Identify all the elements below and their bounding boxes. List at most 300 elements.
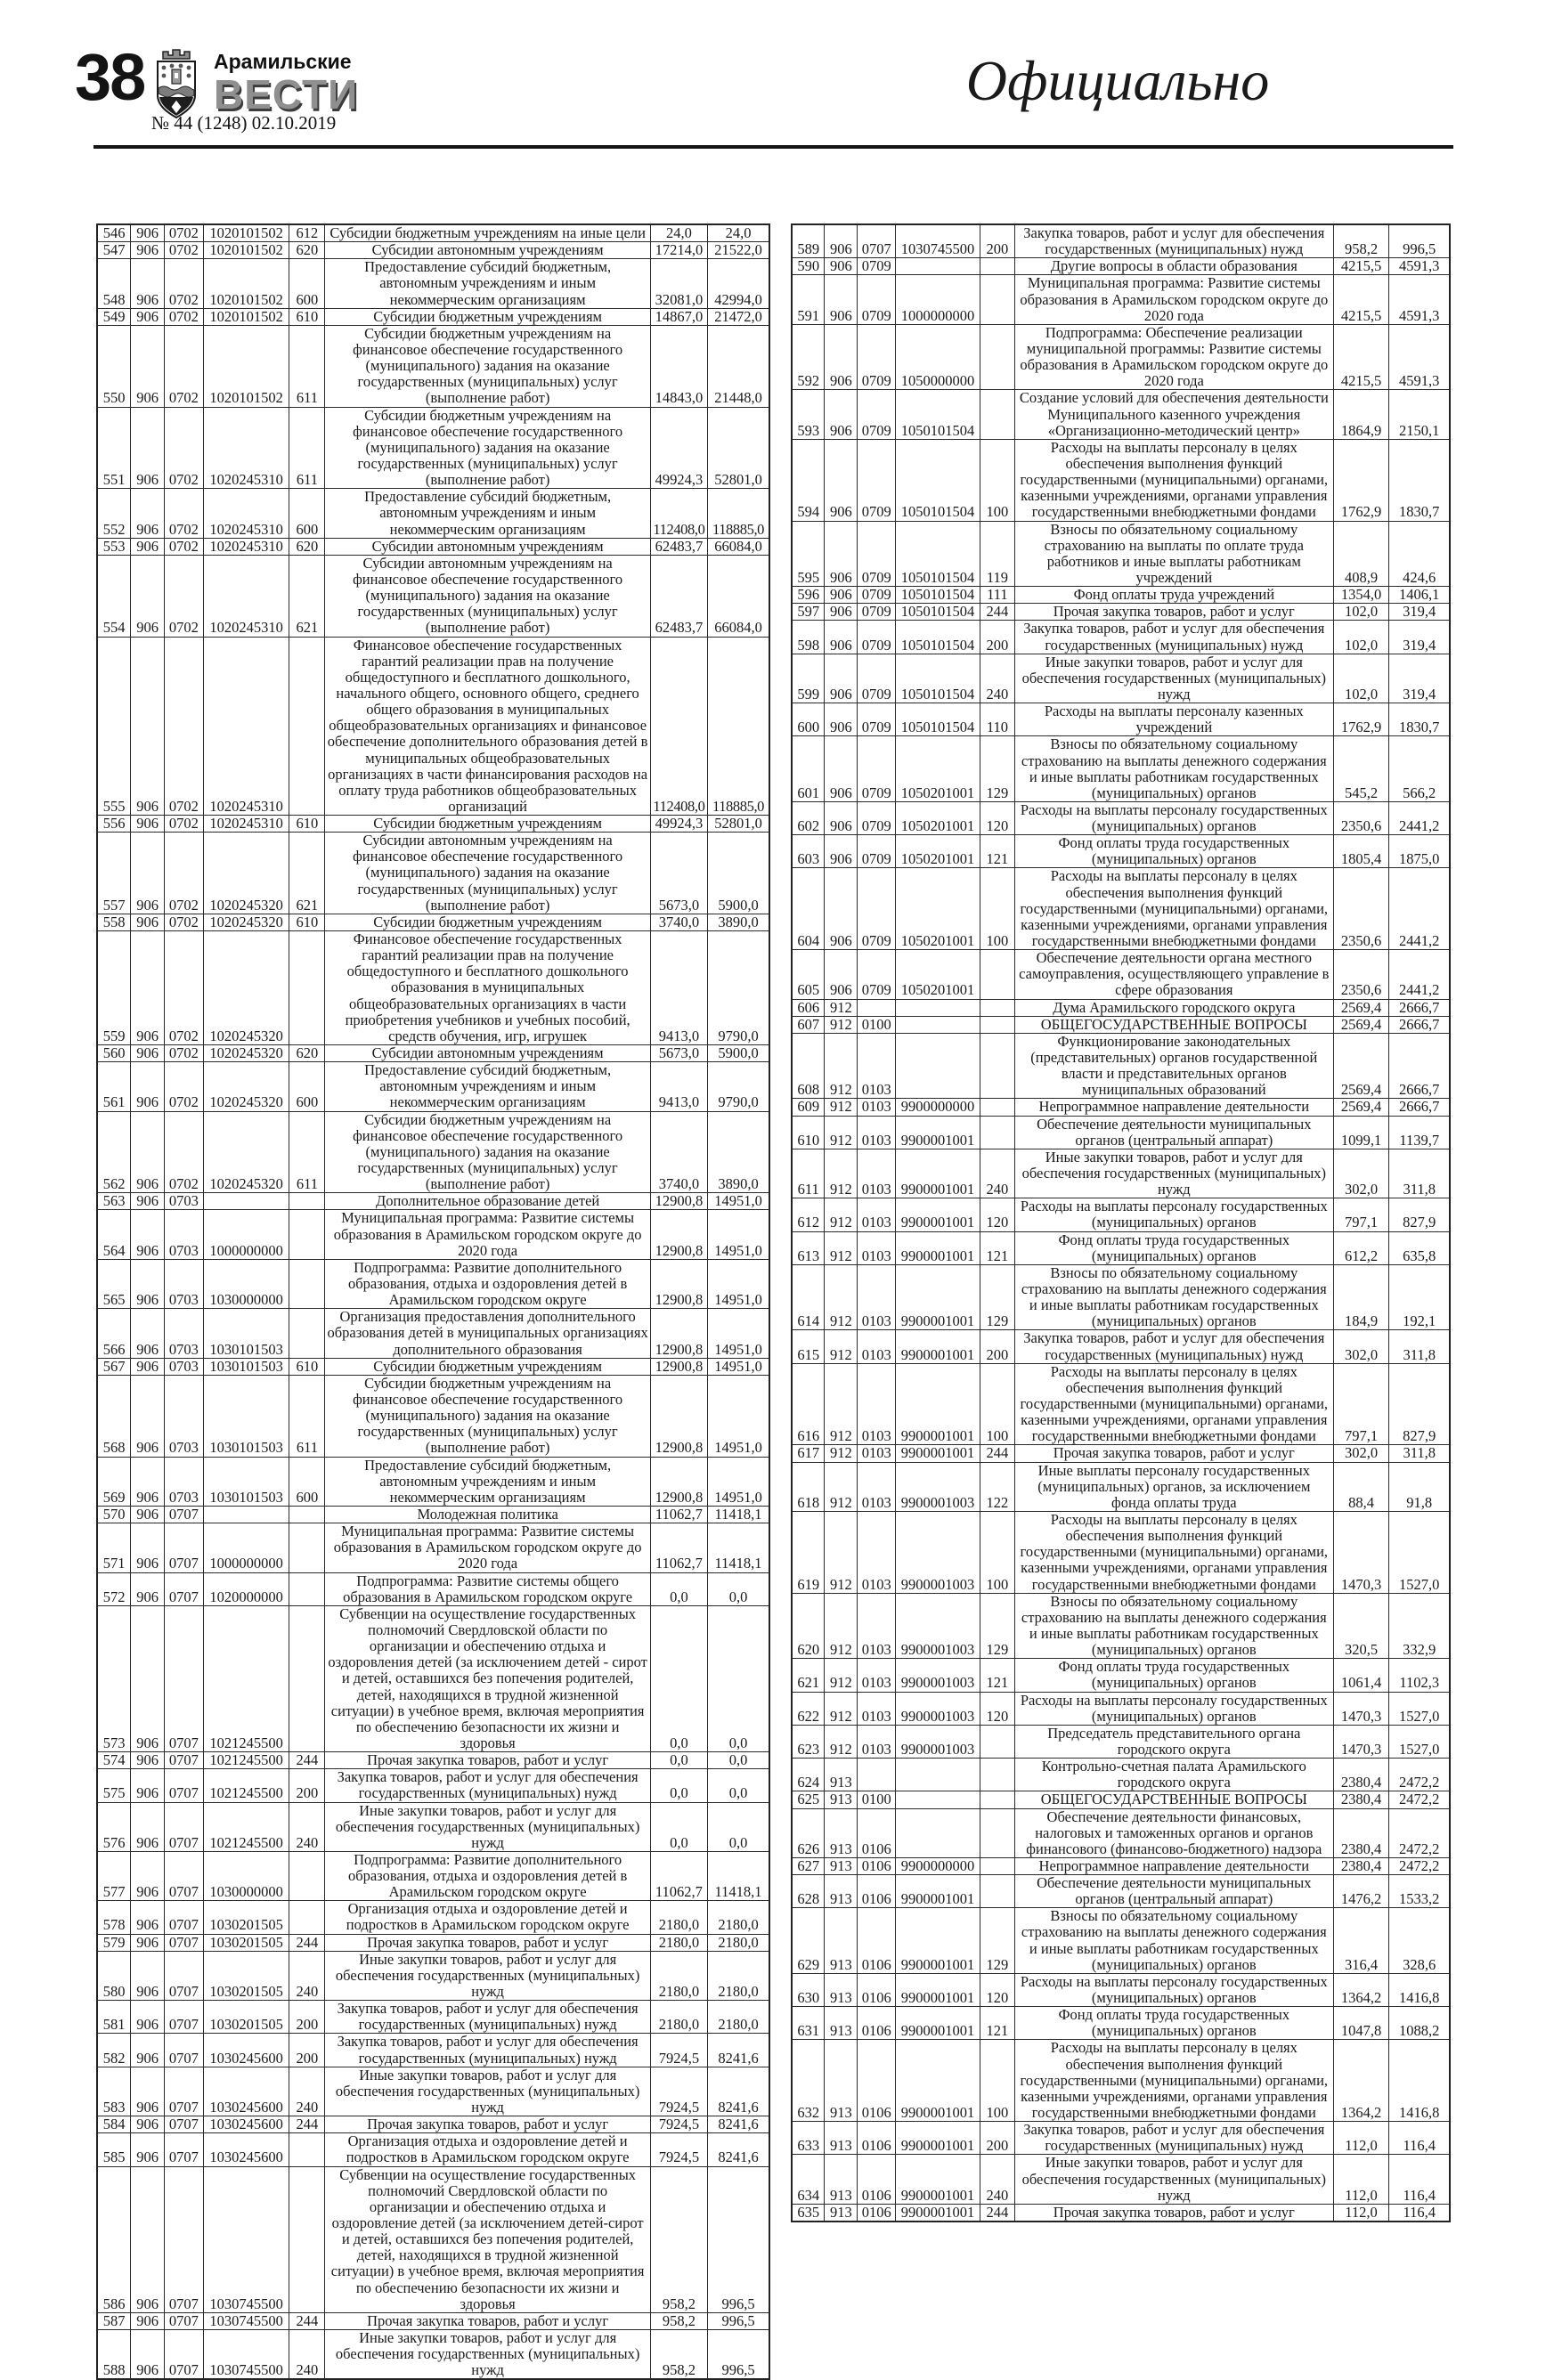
amount-2020-cell: 14951,0 [708, 1210, 770, 1259]
amount-2020-cell: 827,9 [1389, 1198, 1450, 1231]
row-number-cell: 630 [792, 1973, 825, 2006]
section-code-cell: 0709 [858, 950, 896, 999]
amount-2019-cell: 102,0 [1333, 621, 1389, 654]
item-name-cell: Субсидии бюджетным учреждениям [325, 1358, 650, 1375]
row-number-cell: 605 [792, 950, 825, 999]
amount-2020-cell: 4591,3 [1389, 258, 1450, 275]
row-number-cell: 635 [792, 2204, 825, 2222]
section-code-cell: 0707 [165, 1802, 204, 1851]
expense-type-cell: 200 [289, 2001, 325, 2034]
target-article-cell: 9900000000 [896, 1099, 980, 1116]
target-article-cell: 1020245320 [203, 931, 289, 1045]
section-code-cell: 0106 [858, 1973, 896, 2006]
amount-2019-cell: 0,0 [650, 1769, 707, 1802]
amount-2019-cell: 1805,4 [1333, 835, 1389, 868]
row-number-cell: 619 [792, 1511, 825, 1593]
table-row [97, 1802, 769, 1851]
target-article-cell: 1020245320 [203, 1111, 289, 1193]
table-row [792, 1692, 1450, 1725]
row-number-cell: 570 [97, 1506, 131, 1523]
item-name-cell: Организация отдыха и оздоровление детей и подростков в Арамильском городском округе [325, 2133, 650, 2166]
table-row [792, 2122, 1450, 2155]
amount-2020-cell: 2666,7 [1389, 1033, 1450, 1099]
amount-2020-cell: 1527,0 [1389, 1692, 1450, 1725]
section-code-cell: 0106 [858, 1875, 896, 1908]
section-code-cell: 0707 [165, 2116, 204, 2133]
row-number-cell: 580 [97, 1951, 131, 2000]
item-name-cell: ОБЩЕГОСУДАРСТВЕННЫЕ ВОПРОСЫ [1014, 1791, 1333, 1808]
table-row [792, 1116, 1450, 1149]
row-number-cell: 567 [97, 1358, 131, 1375]
table-row [97, 1605, 769, 1751]
amount-2020-cell: 4591,3 [1389, 275, 1450, 324]
grbs-code-cell: 913 [825, 1973, 858, 2006]
table-row [97, 816, 769, 833]
table-row [97, 914, 769, 930]
expense-type-cell: 621 [289, 833, 325, 914]
amount-2020-cell: 332,9 [1389, 1593, 1450, 1659]
amount-2020-cell: 996,5 [1389, 224, 1450, 258]
expense-type-cell [980, 1808, 1014, 1857]
expense-type-cell: 244 [980, 1445, 1014, 1462]
amount-2020-cell: 319,4 [1389, 621, 1450, 654]
expense-type-cell: 620 [289, 242, 325, 259]
item-name-cell: Иные закупки товаров, работ и услуг для обеспечения государственных (муниципальных) нужд [1014, 654, 1333, 703]
amount-2019-cell: 7924,5 [650, 2067, 707, 2116]
amount-2020-cell: 24,0 [708, 224, 770, 242]
expense-type-cell: 200 [980, 224, 1014, 258]
row-number-cell: 608 [792, 1033, 825, 1099]
table-row [97, 2330, 769, 2380]
row-number-cell: 575 [97, 1769, 131, 1802]
amount-2020-cell: 2150,1 [1389, 390, 1450, 439]
expense-type-cell: 611 [289, 325, 325, 407]
target-article-cell: 1030201505 [203, 1951, 289, 2000]
amount-2020-cell: 2666,7 [1389, 1099, 1450, 1116]
item-name-cell: Организация предоставления дополнительного образования детей в муниципальных организациях дополнительного образования [325, 1309, 650, 1358]
row-number-cell: 590 [792, 258, 825, 275]
grbs-code-cell: 912 [825, 1264, 858, 1330]
expense-type-cell [289, 1193, 325, 1210]
section-code-cell: 0709 [858, 736, 896, 802]
row-number-cell: 606 [792, 999, 825, 1016]
target-article-cell: 1050101504 [896, 439, 980, 521]
table-row [97, 1752, 769, 1769]
target-article-cell: 1020245310 [203, 489, 289, 538]
expense-type-cell: 240 [980, 1149, 1014, 1198]
expense-type-cell: 611 [289, 1375, 325, 1457]
amount-2019-cell: 112,0 [1333, 2155, 1389, 2204]
grbs-code-cell: 912 [825, 1099, 858, 1116]
table-row [792, 1875, 1450, 1908]
target-article-cell: 1021245500 [203, 1802, 289, 1851]
row-number-cell: 563 [97, 1193, 131, 1210]
expense-type-cell: 240 [289, 2067, 325, 2116]
amount-2019-cell: 408,9 [1333, 521, 1389, 587]
item-name-cell: Взносы по обязательному социальному страхованию на выплаты денежного содержания и иные выплаты работникам государственных (муниципальных) органов [1014, 1908, 1333, 1974]
section-code-cell: 0103 [858, 1198, 896, 1231]
table-row [792, 258, 1450, 275]
row-number-cell: 553 [97, 538, 131, 555]
item-name-cell: Субсидии бюджетным учреждениям на финансовое обеспечение государственного (муниципального) задания на оказание государственных (муниципальных) услуг (выполнение работ) [325, 1375, 650, 1457]
target-article-cell: 1030745500 [203, 2312, 289, 2329]
table-row [792, 390, 1450, 439]
expense-type-cell: 244 [289, 2312, 325, 2329]
amount-2020-cell: 1830,7 [1389, 439, 1450, 521]
expense-type-cell: 129 [980, 736, 1014, 802]
grbs-code-cell: 906 [131, 1951, 165, 2000]
item-name-cell: Субсидии автономным учреждениям на финансовое обеспечение государственного (муниципального) задания на оказание государственных (муниципальных) услуг (выполнение работ) [325, 555, 650, 637]
table-row [97, 407, 769, 489]
row-number-cell: 549 [97, 308, 131, 325]
row-number-cell: 601 [792, 736, 825, 802]
section-code-cell: 0709 [858, 521, 896, 587]
target-article-cell: 9900001003 [896, 1725, 980, 1758]
expense-type-cell: 121 [980, 1659, 1014, 1692]
item-name-cell: Субсидии бюджетным учреждениям на финансовое обеспечение государственного (муниципального) задания на оказание государственных (муниципальных) услуг (выполнение работ) [325, 325, 650, 407]
item-name-cell: Иные закупки товаров, работ и услуг для обеспечения государственных (муниципальных) нужд [325, 2330, 650, 2380]
row-number-cell: 577 [97, 1851, 131, 1900]
grbs-code-cell: 906 [131, 1506, 165, 1523]
expense-type-cell [980, 1116, 1014, 1149]
section-code-cell: 0103 [858, 1231, 896, 1264]
section-code-cell: 0106 [858, 2204, 896, 2222]
section-code-cell: 0100 [858, 1016, 896, 1033]
section-code-cell: 0103 [858, 1330, 896, 1363]
amount-2020-cell: 2441,2 [1389, 801, 1450, 834]
section-code-cell: 0703 [165, 1358, 204, 1375]
amount-2019-cell: 2569,4 [1333, 999, 1389, 1016]
amount-2020-cell: 1533,2 [1389, 1875, 1450, 1908]
amount-2020-cell: 21472,0 [708, 308, 770, 325]
row-number-cell: 614 [792, 1264, 825, 1330]
grbs-code-cell: 912 [825, 1511, 858, 1593]
item-name-cell: Субвенции на осуществление государственных полномочий Свердловской области по организации и обеспечению отдыха и оздоровление детей (за исключением детей-сирот и детей, оставшихся без попечения родителей, детей, находящихся в трудной жизненной ситуации) в учебное время, включая мероприятия по обеспечению безопасности их жизни и здоровья [325, 2166, 650, 2312]
section-code-cell: 0709 [858, 390, 896, 439]
amount-2020-cell: 2180,0 [708, 1901, 770, 1934]
grbs-code-cell: 906 [131, 2330, 165, 2380]
table-row [97, 2001, 769, 2034]
row-number-cell: 551 [97, 407, 131, 489]
budget-table-right-body [792, 224, 1450, 2222]
section-code-cell: 0709 [858, 324, 896, 390]
issue-line: № 44 (1248) 02.10.2019 [151, 112, 337, 134]
target-article-cell: 9900001001 [896, 1231, 980, 1264]
section-code-cell: 0707 [165, 1572, 204, 1605]
section-code-cell: 0103 [858, 1692, 896, 1725]
table-row [97, 1358, 769, 1375]
grbs-code-cell: 906 [825, 224, 858, 258]
expense-type-cell [980, 258, 1014, 275]
target-article-cell: 1020245310 [203, 816, 289, 833]
section-code-cell: 0702 [165, 833, 204, 914]
section-code-cell: 0709 [858, 654, 896, 703]
row-number-cell: 584 [97, 2116, 131, 2133]
grbs-code-cell: 906 [131, 1572, 165, 1605]
table-row [792, 1462, 1450, 1511]
expense-type-cell: 600 [289, 259, 325, 308]
amount-2020-cell: 9790,0 [708, 931, 770, 1045]
amount-2019-cell: 1864,9 [1333, 390, 1389, 439]
target-article-cell: 1030101503 [203, 1375, 289, 1457]
amount-2020-cell: 8241,6 [708, 2034, 770, 2067]
amount-2019-cell: 112408,0 [650, 489, 707, 538]
item-name-cell: Закупка товаров, работ и услуг для обеспечения государственных (муниципальных) нужд [1014, 2122, 1333, 2155]
grbs-code-cell: 912 [825, 1198, 858, 1231]
item-name-cell: Расходы на выплаты персоналу в целях обеспечения выполнения функций государственными (муниципальными) органами, казенными учреждениями, органами управления государственными внебюджетными фондами [1014, 1363, 1333, 1445]
item-name-cell: Муниципальная программа: Развитие системы образования в Арамильском городском округе до 2020 года [325, 1523, 650, 1572]
row-number-cell: 600 [792, 703, 825, 736]
target-article-cell [896, 1808, 980, 1857]
expense-type-cell [289, 1572, 325, 1605]
section-code-cell: 0709 [858, 258, 896, 275]
section-code-cell: 0703 [165, 1375, 204, 1457]
amount-2020-cell: 1416,8 [1389, 1973, 1450, 2006]
section-code-cell: 0707 [165, 1951, 204, 2000]
section-code-cell: 0702 [165, 914, 204, 930]
amount-2019-cell: 12900,8 [650, 1375, 707, 1457]
section-code-cell: 0707 [165, 2001, 204, 2034]
section-code-cell: 0103 [858, 1116, 896, 1149]
row-number-cell: 592 [792, 324, 825, 390]
row-number-cell: 559 [97, 931, 131, 1045]
section-code-cell: 0707 [165, 1605, 204, 1751]
grbs-code-cell: 912 [825, 1692, 858, 1725]
row-number-cell: 595 [792, 521, 825, 587]
amount-2020-cell: 116,4 [1389, 2122, 1450, 2155]
grbs-code-cell: 906 [825, 703, 858, 736]
item-name-cell: Обеспечение деятельности муниципальных органов (центральный аппарат) [1014, 1116, 1333, 1149]
expense-type-cell: 122 [980, 1462, 1014, 1511]
table-row [792, 1149, 1450, 1198]
target-article-cell: 9900001001 [896, 1445, 980, 1462]
grbs-code-cell: 906 [131, 1375, 165, 1457]
item-name-cell: Закупка товаров, работ и услуг для обеспечения государственных (муниципальных) нужд [1014, 224, 1333, 258]
item-name-cell: Подпрограмма: Развитие дополнительного образования, отдыха и оздоровления детей в Арамильском городском округе [325, 1259, 650, 1308]
amount-2019-cell: 5673,0 [650, 833, 707, 914]
target-article-cell: 9900001001 [896, 2155, 980, 2204]
target-article-cell: 1030201505 [203, 2001, 289, 2034]
grbs-code-cell: 906 [825, 324, 858, 390]
amount-2019-cell: 49924,3 [650, 816, 707, 833]
target-article-cell: 9900001001 [896, 2040, 980, 2122]
target-article-cell: 1050101504 [896, 654, 980, 703]
table-row [792, 1725, 1450, 1758]
row-number-cell: 560 [97, 1045, 131, 1062]
target-article-cell: 1050101504 [896, 703, 980, 736]
expense-type-cell: 100 [980, 868, 1014, 950]
amount-2019-cell: 17214,0 [650, 242, 707, 259]
expense-type-cell [980, 324, 1014, 390]
item-name-cell: Субсидии бюджетным учреждениям на иные цели [325, 224, 650, 242]
table-row [97, 2166, 769, 2312]
expense-type-cell [980, 275, 1014, 324]
expense-type-cell [289, 2166, 325, 2312]
amount-2019-cell: 320,5 [1333, 1593, 1389, 1659]
amount-2019-cell: 1762,9 [1333, 439, 1389, 521]
row-number-cell: 613 [792, 1231, 825, 1264]
expense-type-cell [289, 1605, 325, 1751]
section-code-cell: 0103 [858, 1149, 896, 1198]
amount-2019-cell: 958,2 [650, 2166, 707, 2312]
expense-type-cell [289, 637, 325, 816]
amount-2019-cell: 958,2 [650, 2312, 707, 2329]
section-code-cell: 0703 [165, 1193, 204, 1210]
section-code-cell: 0702 [165, 259, 204, 308]
section-code-cell: 0702 [165, 816, 204, 833]
amount-2020-cell: 319,4 [1389, 654, 1450, 703]
amount-2019-cell: 12900,8 [650, 1259, 707, 1308]
target-article-cell: 1050101504 [896, 587, 980, 604]
row-number-cell: 603 [792, 835, 825, 868]
section-code-cell: 0106 [858, 2007, 896, 2040]
expense-type-cell: 611 [289, 407, 325, 489]
amount-2020-cell: 91,8 [1389, 1462, 1450, 1511]
grbs-code-cell: 912 [825, 999, 858, 1016]
row-number-cell: 597 [792, 604, 825, 621]
amount-2019-cell: 0,0 [650, 1752, 707, 1769]
item-name-cell: Взносы по обязательному социальному страхованию на выплаты по оплате труда работников и иные выплаты работникам учреждений [1014, 521, 1333, 587]
item-name-cell: Иные закупки товаров, работ и услуг для обеспечения государственных (муниципальных) нужд [1014, 2155, 1333, 2204]
table-row [97, 1309, 769, 1358]
expense-type-cell [289, 2133, 325, 2166]
grbs-code-cell: 913 [825, 2040, 858, 2122]
amount-2020-cell: 0,0 [708, 1572, 770, 1605]
amount-2020-cell: 2441,2 [1389, 868, 1450, 950]
section-code-cell: 0702 [165, 1111, 204, 1193]
section-code-cell: 0707 [165, 1506, 204, 1523]
amount-2019-cell: 102,0 [1333, 604, 1389, 621]
grbs-code-cell: 906 [131, 308, 165, 325]
grbs-code-cell: 906 [131, 2133, 165, 2166]
row-number-cell: 579 [97, 1934, 131, 1951]
table-row [97, 2034, 769, 2067]
grbs-code-cell: 913 [825, 2007, 858, 2040]
row-number-cell: 546 [97, 224, 131, 242]
section-code-cell: 0103 [858, 1725, 896, 1758]
section-code-cell: 0702 [165, 637, 204, 816]
table-row [792, 868, 1450, 950]
target-article-cell: 1020245320 [203, 1062, 289, 1111]
row-number-cell: 610 [792, 1116, 825, 1149]
expense-type-cell [289, 931, 325, 1045]
expense-type-cell [980, 1857, 1014, 1874]
amount-2020-cell: 2472,2 [1389, 1857, 1450, 1874]
masthead [214, 50, 359, 118]
grbs-code-cell: 913 [825, 1857, 858, 1874]
grbs-code-cell: 906 [131, 1934, 165, 1951]
target-article-cell: 1030745500 [203, 2330, 289, 2380]
amount-2019-cell: 1470,3 [1333, 1692, 1389, 1725]
expense-type-cell [980, 390, 1014, 439]
expense-type-cell [289, 1210, 325, 1259]
section-code-cell: 0106 [858, 1857, 896, 1874]
row-number-cell: 572 [97, 1572, 131, 1605]
row-number-cell: 621 [792, 1659, 825, 1692]
grbs-code-cell: 906 [131, 914, 165, 930]
table-row [97, 1769, 769, 1802]
expense-type-cell: 120 [980, 801, 1014, 834]
amount-2019-cell: 1364,2 [1333, 2040, 1389, 2122]
grbs-code-cell: 912 [825, 1659, 858, 1692]
section-code-cell: 0106 [858, 2155, 896, 2204]
item-name-cell: Фонд оплаты труда государственных (муниципальных) органов [1014, 2007, 1333, 2040]
amount-2019-cell: 112,0 [1333, 2204, 1389, 2222]
amount-2019-cell: 302,0 [1333, 1149, 1389, 1198]
amount-2020-cell: 21448,0 [708, 325, 770, 407]
amount-2019-cell: 7924,5 [650, 2116, 707, 2133]
expense-type-cell: 100 [980, 1363, 1014, 1445]
amount-2019-cell: 62483,7 [650, 538, 707, 555]
item-name-cell: Расходы на выплаты персоналу государственных (муниципальных) органов [1014, 801, 1333, 834]
table-row [792, 1198, 1450, 1231]
item-name-cell: Взносы по обязательному социальному страхованию на выплаты денежного содержания и иные выплаты работникам государственных (муниципальных) органов [1014, 1593, 1333, 1659]
row-number-cell: 634 [792, 2155, 825, 2204]
expense-type-cell: 121 [980, 835, 1014, 868]
section-code-cell: 0103 [858, 1659, 896, 1692]
table-row [792, 1033, 1450, 1099]
expense-type-cell: 610 [289, 914, 325, 930]
table-row [97, 1572, 769, 1605]
amount-2020-cell: 14951,0 [708, 1375, 770, 1457]
grbs-code-cell: 913 [825, 1875, 858, 1908]
item-name-cell: Субсидии бюджетным учреждениям [325, 914, 650, 930]
amount-2019-cell: 316,4 [1333, 1908, 1389, 1974]
amount-2020-cell: 1139,7 [1389, 1116, 1450, 1149]
target-article-cell: 1020101502 [203, 325, 289, 407]
row-number-cell: 568 [97, 1375, 131, 1457]
table-row [97, 1210, 769, 1259]
item-name-cell: Финансовое обеспечение государственных гарантий реализации прав на получение общедоступного и бесплатного дошкольного образования в муниципальных общеобразовательных организациях в части приобретения учебников и учебных пособий, средств обучения, игр, игрушек [325, 931, 650, 1045]
item-name-cell: Субсидии бюджетным учреждениям на финансовое обеспечение государственного (муниципального) задания на оказание государственных (муниципальных) услуг (выполнение работ) [325, 407, 650, 489]
grbs-code-cell: 913 [825, 1759, 858, 1791]
table-row [97, 2133, 769, 2166]
header-rule [94, 145, 1453, 149]
target-article-cell: 1030245600 [203, 2133, 289, 2166]
target-article-cell: 9900001003 [896, 1511, 980, 1593]
item-name-cell: Функционирование законодательных (представительных) органов государственной власти и представительных органов муниципальных образований [1014, 1033, 1333, 1099]
row-number-cell: 616 [792, 1363, 825, 1445]
amount-2019-cell: 12900,8 [650, 1193, 707, 1210]
row-number-cell: 552 [97, 489, 131, 538]
row-number-cell: 587 [97, 2312, 131, 2329]
item-name-cell: Обеспечение деятельности органа местного самоуправления, осуществляющего управление в сфере образования [1014, 950, 1333, 999]
target-article-cell: 1050101504 [896, 604, 980, 621]
grbs-code-cell: 906 [825, 587, 858, 604]
section-code-cell: 0703 [165, 1457, 204, 1506]
section-code-cell: 0709 [858, 275, 896, 324]
expense-type-cell: 120 [980, 1973, 1014, 2006]
grbs-code-cell: 906 [131, 1457, 165, 1506]
grbs-code-cell: 906 [131, 1259, 165, 1308]
table-row [97, 259, 769, 308]
amount-2019-cell: 9413,0 [650, 931, 707, 1045]
row-number-cell: 612 [792, 1198, 825, 1231]
grbs-code-cell: 906 [131, 1851, 165, 1900]
item-name-cell: Предоставление субсидий бюджетным, автономным учреждениям и иным некоммерческим организациям [325, 1062, 650, 1111]
amount-2020-cell: 1102,3 [1389, 1659, 1450, 1692]
item-name-cell: Прочая закупка товаров, работ и услуг [1014, 604, 1333, 621]
masthead-large-title: ВЕСТИ [214, 71, 359, 118]
expense-type-cell [980, 950, 1014, 999]
table-row [97, 1457, 769, 1506]
grbs-code-cell: 906 [825, 654, 858, 703]
amount-2019-cell: 2180,0 [650, 1934, 707, 1951]
amount-2020-cell: 311,8 [1389, 1330, 1450, 1363]
target-article-cell: 1020245320 [203, 1045, 289, 1062]
table-row [97, 1951, 769, 2000]
grbs-code-cell: 912 [825, 1231, 858, 1264]
